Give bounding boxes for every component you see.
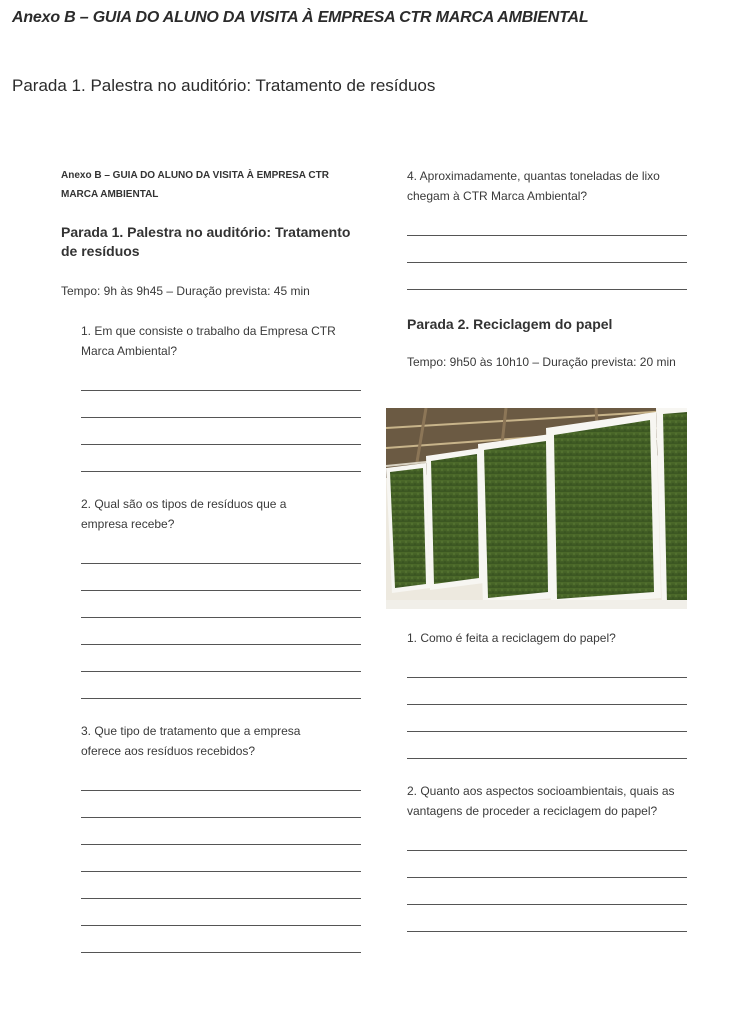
question-text: 4. Aproximadamente, quantas toneladas de lixo chegam à CTR Marca Ambiental? (407, 169, 660, 203)
section-title: Parada 2. Reciclagem do papel (407, 316, 613, 332)
paper-sheet (478, 434, 554, 604)
question-text: 1. Como é feita a reciclagem do papel? (407, 631, 616, 645)
answer-line[interactable] (81, 416, 361, 418)
question-block (407, 781, 687, 932)
question-text: 2. Qual são os tipos de resíduos que a empresa recebe? (81, 497, 287, 531)
page-subheader: Parada 1. Palestra no auditório: Tratamento de resíduos (12, 76, 436, 95)
answer-line[interactable] (407, 930, 687, 932)
answer-line[interactable] (81, 470, 361, 472)
answer-line[interactable] (81, 870, 361, 872)
duration-text: Tempo: 9h às 9h45 – Duração prevista: 45 min (61, 284, 310, 298)
answer-line[interactable] (407, 261, 687, 263)
question-text: 1. Em que consiste o trabalho da Empresa CTR Marca Ambiental? (81, 324, 336, 358)
paper-sheet (426, 448, 484, 590)
answer-line[interactable] (407, 234, 687, 236)
paper-sheet (386, 463, 430, 593)
paper-sheet (546, 412, 661, 606)
answer-line[interactable] (407, 849, 687, 851)
question-text: 3. Que tipo de tratamento que a empresa oferece aos resíduos recebidos? (81, 724, 301, 758)
answer-line[interactable] (81, 562, 361, 564)
page-header: Anexo B – GUIA DO ALUNO DA VISITA À EMPRESA CTR MARCA AMBIENTAL (12, 9, 589, 26)
answer-line[interactable] (81, 589, 361, 591)
question-block (407, 628, 687, 759)
answer-line[interactable] (81, 389, 361, 391)
answer-line[interactable] (81, 816, 361, 818)
document-title: Parada 1. Palestra no auditório: Tratamento de resíduos (61, 224, 351, 259)
answer-line[interactable] (407, 876, 687, 878)
answer-line[interactable] (407, 288, 687, 290)
answer-line[interactable] (407, 903, 687, 905)
answer-line[interactable] (81, 951, 361, 953)
answer-line[interactable] (81, 897, 361, 899)
question-text: 2. Quanto aos aspectos socioambientais, quais as vantagens de proceder a reciclagem do papel? (407, 784, 675, 818)
answer-line[interactable] (81, 616, 361, 618)
answer-line[interactable] (81, 443, 361, 445)
question-block (81, 321, 361, 472)
document-header: Anexo B – GUIA DO ALUNO DA VISITA À EMPRESA CTR MARCA AMBIENTAL (61, 170, 329, 200)
answer-line[interactable] (81, 643, 361, 645)
question-block (81, 494, 361, 699)
answer-line[interactable] (81, 789, 361, 791)
question-block (407, 166, 687, 290)
answer-line[interactable] (407, 676, 687, 678)
answer-line[interactable] (81, 843, 361, 845)
right-column (407, 166, 687, 372)
paper-recycling-photo (386, 408, 687, 609)
question-block (81, 721, 361, 953)
duration-text: Tempo: 9h50 às 10h10 – Duração prevista: 20 min (407, 355, 676, 369)
answer-line[interactable] (81, 924, 361, 926)
left-column (61, 166, 361, 953)
answer-line[interactable] (81, 697, 361, 699)
answer-line[interactable] (407, 730, 687, 732)
answer-line[interactable] (81, 670, 361, 672)
answer-line[interactable] (407, 757, 687, 759)
answer-line[interactable] (407, 703, 687, 705)
right-column-lower (407, 628, 687, 932)
